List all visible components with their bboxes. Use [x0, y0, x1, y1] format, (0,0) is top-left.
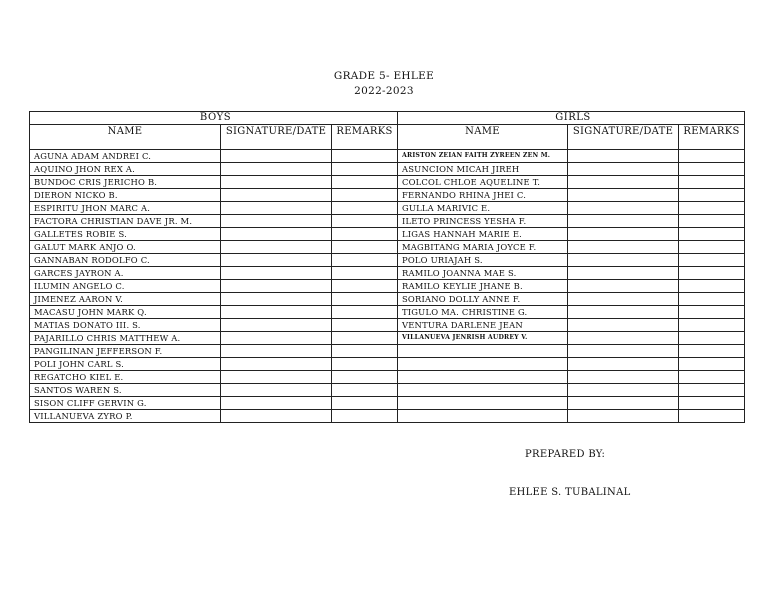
boy-name-cell: JIMENEZ AARON V. — [30, 293, 221, 306]
girl-remarks-cell — [679, 241, 745, 254]
girl-signature-cell — [568, 228, 679, 241]
boy-name-cell: ILUMIN ANGELO C. — [30, 280, 221, 293]
table-row — [30, 254, 745, 267]
girl-name-cell: RAMILO KEYLIE JHANE B. — [398, 280, 568, 293]
girl-name-cell — [398, 410, 568, 423]
girl-signature-cell — [568, 345, 679, 358]
table-row — [30, 202, 745, 215]
boy-signature-cell — [221, 293, 332, 306]
table-row — [30, 280, 745, 293]
table-row — [30, 241, 745, 254]
girl-signature-cell — [568, 332, 679, 345]
girl-name-cell — [398, 358, 568, 371]
table-row — [30, 228, 745, 241]
table-row — [30, 293, 745, 306]
girl-name-cell: FERNANDO RHINA JHEI C. — [398, 189, 568, 202]
girl-signature-cell — [568, 176, 679, 189]
girl-signature-cell — [568, 410, 679, 423]
boy-signature-cell — [221, 358, 332, 371]
boys-group-header: BOYS — [30, 112, 398, 125]
girl-remarks-cell — [679, 345, 745, 358]
boy-signature-cell — [221, 410, 332, 423]
boy-name-cell: SISON CLIFF GERVIN G. — [30, 397, 221, 410]
boy-remarks-cell — [332, 293, 398, 306]
boy-remarks-cell — [332, 267, 398, 280]
girl-remarks-cell — [679, 319, 745, 332]
boy-remarks-cell — [332, 202, 398, 215]
girl-remarks-cell — [679, 176, 745, 189]
girl-name-cell — [398, 397, 568, 410]
boy-name-cell: FACTORA CHRISTIAN DAVE JR. M. — [30, 215, 221, 228]
boy-signature-cell — [221, 254, 332, 267]
girl-signature-cell — [568, 397, 679, 410]
girl-name-cell: RAMILO JOANNA MAE S. — [398, 267, 568, 280]
table-row — [30, 176, 745, 189]
girl-remarks-cell — [679, 397, 745, 410]
girl-remarks-cell — [679, 384, 745, 397]
boy-name-cell: SANTOS WAREN S. — [30, 384, 221, 397]
boy-signature-cell — [221, 150, 332, 163]
girl-remarks-cell — [679, 293, 745, 306]
girl-remarks-cell — [679, 358, 745, 371]
girl-name-cell: LIGAS HANNAH MARIE E. — [398, 228, 568, 241]
girl-name-cell — [398, 384, 568, 397]
boy-remarks-cell — [332, 358, 398, 371]
girl-signature-cell — [568, 384, 679, 397]
prepared-by-label: PREPARED BY: — [525, 449, 606, 460]
boy-remarks-cell — [332, 280, 398, 293]
girl-remarks-cell — [679, 410, 745, 423]
boy-signature-cell — [221, 163, 332, 176]
boy-name-cell: MATIAS DONATO III. S. — [30, 319, 221, 332]
boy-name-cell: GANNABAN RODOLFO C. — [30, 254, 221, 267]
girl-remarks-cell — [679, 189, 745, 202]
table-row — [30, 150, 745, 163]
girl-signature-cell — [568, 371, 679, 384]
boy-remarks-cell — [332, 319, 398, 332]
girl-signature-cell — [568, 293, 679, 306]
girl-remarks-cell — [679, 150, 745, 163]
table-row — [30, 384, 745, 397]
girl-remarks-cell — [679, 202, 745, 215]
table-row — [30, 410, 745, 423]
boys-remarks-column-header: REMARKS — [332, 125, 398, 150]
boy-signature-cell — [221, 189, 332, 202]
girls-name-column-header: NAME — [398, 125, 568, 150]
table-row — [30, 345, 745, 358]
girl-name-cell: POLO URIAJAH S. — [398, 254, 568, 267]
boy-signature-cell — [221, 215, 332, 228]
girl-name-cell: ASUNCION MICAH JIREH — [398, 163, 568, 176]
boy-remarks-cell — [332, 176, 398, 189]
table-row — [30, 189, 745, 202]
boy-signature-cell — [221, 306, 332, 319]
table-row — [30, 358, 745, 371]
girl-name-cell — [398, 345, 568, 358]
boy-name-cell: GALUT MARK ANJO O. — [30, 241, 221, 254]
girl-remarks-cell — [679, 267, 745, 280]
girl-remarks-cell — [679, 215, 745, 228]
girl-name-cell: MAGBITANG MARIA JOYCE F. — [398, 241, 568, 254]
boy-remarks-cell — [332, 189, 398, 202]
girl-remarks-cell — [679, 332, 745, 345]
boy-signature-cell — [221, 319, 332, 332]
boys-name-column-header: NAME — [30, 125, 221, 150]
girl-signature-cell — [568, 241, 679, 254]
boy-name-cell: GARCES JAYRON A. — [30, 267, 221, 280]
boy-name-cell: AGUNA ADAM ANDREI C. — [30, 150, 221, 163]
girl-signature-cell — [568, 280, 679, 293]
table-row — [30, 215, 745, 228]
girls-signature-column-header: SIGNATURE/DATE — [568, 125, 679, 150]
boy-signature-cell — [221, 397, 332, 410]
boy-name-cell: ESPIRITU JHON MARC A. — [30, 202, 221, 215]
girl-name-cell: TIGULO MA. CHRISTINE G. — [398, 306, 568, 319]
boy-name-cell: REGATCHO KIEL E. — [30, 371, 221, 384]
girl-remarks-cell — [679, 371, 745, 384]
boy-remarks-cell — [332, 163, 398, 176]
girl-signature-cell — [568, 189, 679, 202]
table-row — [30, 397, 745, 410]
boy-remarks-cell — [332, 215, 398, 228]
boy-remarks-cell — [332, 397, 398, 410]
boy-name-cell: VILLANUEVA ZYRO P. — [30, 410, 221, 423]
boy-name-cell: BUNDOC CRIS JERICHO B. — [30, 176, 221, 189]
girls-group-header: GIRLS — [398, 112, 745, 125]
boys-signature-column-header: SIGNATURE/DATE — [221, 125, 332, 150]
girl-signature-cell — [568, 163, 679, 176]
boy-name-cell: DIERON NICKO B. — [30, 189, 221, 202]
boy-signature-cell — [221, 267, 332, 280]
girl-name-cell: VILLANUEVA JENRISH AUDREY V. — [398, 332, 568, 345]
girl-name-cell: GULLA MARIVIC E. — [398, 202, 568, 215]
girl-signature-cell — [568, 215, 679, 228]
girl-signature-cell — [568, 306, 679, 319]
boy-signature-cell — [221, 202, 332, 215]
girls-remarks-column-header: REMARKS — [679, 125, 745, 150]
boy-remarks-cell — [332, 371, 398, 384]
girl-signature-cell — [568, 254, 679, 267]
boy-remarks-cell — [332, 150, 398, 163]
boy-signature-cell — [221, 241, 332, 254]
boy-signature-cell — [221, 371, 332, 384]
girl-signature-cell — [568, 202, 679, 215]
girl-remarks-cell — [679, 254, 745, 267]
girl-name-cell: ILETO PRINCESS YESHA F. — [398, 215, 568, 228]
girl-name-cell: VENTURA DARLENE JEAN — [398, 319, 568, 332]
girl-remarks-cell — [679, 280, 745, 293]
boy-name-cell: GALLETES ROBIE S. — [30, 228, 221, 241]
boy-signature-cell — [221, 176, 332, 189]
table-row — [30, 319, 745, 332]
boy-name-cell: POLI JOHN CARL S. — [30, 358, 221, 371]
boy-remarks-cell — [332, 384, 398, 397]
girl-name-cell: SORIANO DOLLY ANNE F. — [398, 293, 568, 306]
girl-name-cell — [398, 371, 568, 384]
boy-remarks-cell — [332, 241, 398, 254]
attendance-table — [29, 111, 745, 423]
girl-remarks-cell — [679, 306, 745, 319]
girl-signature-cell — [568, 150, 679, 163]
boy-remarks-cell — [332, 410, 398, 423]
table-row — [30, 267, 745, 280]
girl-remarks-cell — [679, 163, 745, 176]
page-title: GRADE 5- EHLEE — [333, 70, 435, 82]
preparer-name: EHLEE S. TUBALINAL — [509, 487, 631, 498]
boy-remarks-cell — [332, 254, 398, 267]
table-row — [30, 332, 745, 345]
boy-signature-cell — [221, 280, 332, 293]
school-year: 2022-2023 — [354, 85, 414, 97]
boy-remarks-cell — [332, 306, 398, 319]
girl-signature-cell — [568, 267, 679, 280]
boy-signature-cell — [221, 228, 332, 241]
table-row — [30, 371, 745, 384]
table-row — [30, 163, 745, 176]
boy-signature-cell — [221, 384, 332, 397]
girl-name-cell: COLCOL CHLOE AQUELINE T. — [398, 176, 568, 189]
boy-signature-cell — [221, 332, 332, 345]
boy-name-cell: PANGILINAN JEFFERSON F. — [30, 345, 221, 358]
girl-remarks-cell — [679, 228, 745, 241]
girl-name-cell: ARISTON ZEIAN FAITH ZYREEN ZEN M. — [398, 150, 568, 163]
boy-remarks-cell — [332, 332, 398, 345]
boy-remarks-cell — [332, 345, 398, 358]
boy-name-cell: PAJARILLO CHRIS MATTHEW A. — [30, 332, 221, 345]
boy-remarks-cell — [332, 228, 398, 241]
boy-name-cell: MACASU JOHN MARK Q. — [30, 306, 221, 319]
girl-signature-cell — [568, 358, 679, 371]
girl-signature-cell — [568, 319, 679, 332]
boy-signature-cell — [221, 345, 332, 358]
boy-name-cell: AQUINO JHON REX A. — [30, 163, 221, 176]
table-row — [30, 306, 745, 319]
